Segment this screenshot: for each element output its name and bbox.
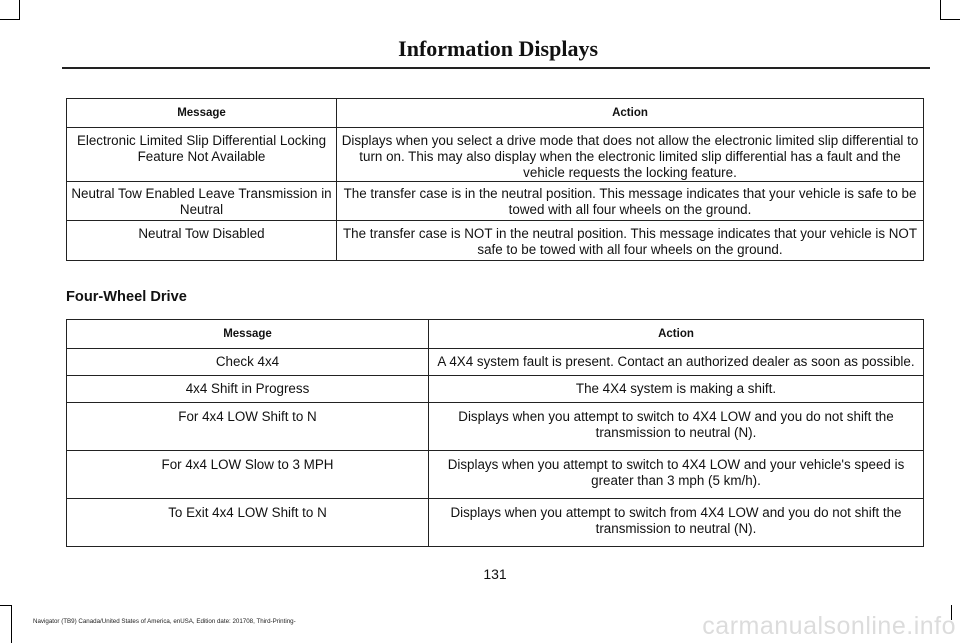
message-cell: For 4x4 LOW Slow to 3 MPH <box>67 451 429 499</box>
action-cell: Displays when you attempt to switch to 4X4 LOW and your vehicle's speed is greater than 3 mph (5 km/h). <box>429 451 924 499</box>
page-number: 131 <box>483 566 507 582</box>
page-title: Information Displays <box>398 36 598 61</box>
table-row <box>67 451 924 499</box>
column-header-action: Action <box>337 99 924 128</box>
messages-table-2 <box>66 319 924 547</box>
message-cell: Electronic Limited Slip Differential Locking Feature Not Available <box>67 128 337 182</box>
action-cell: Displays when you attempt to switch from 4X4 LOW and you do not shift the transmission to neutral (N). <box>429 499 924 547</box>
table-row <box>67 128 924 182</box>
message-cell: 4x4 Shift in Progress <box>67 376 429 403</box>
table-row <box>67 349 924 376</box>
table-row <box>67 376 924 403</box>
table-header-row <box>67 99 924 128</box>
action-cell: The 4X4 system is making a shift. <box>429 376 924 403</box>
crop-mark <box>19 0 20 20</box>
column-header-message: Message <box>67 320 429 349</box>
action-cell: The transfer case is in the neutral position. This message indicates that your vehicle is safe to be towed with all four wheels on the ground. <box>337 182 924 221</box>
message-cell: Neutral Tow Disabled <box>67 221 337 261</box>
table-row <box>67 221 924 261</box>
action-cell: Displays when you attempt to switch to 4X4 LOW and you do not shift the transmission to neutral (N). <box>429 403 924 451</box>
message-cell: Check 4x4 <box>67 349 429 376</box>
footer-text: Navigator (TB9) Canada/United States of America, enUSA, Edition date: 201708, Third-Printing- <box>33 618 296 625</box>
table-row <box>67 182 924 221</box>
table-row <box>67 403 924 451</box>
action-cell: A 4X4 system fault is present. Contact an authorized dealer as soon as possible. <box>429 349 924 376</box>
column-header-message: Message <box>67 99 337 128</box>
crop-mark <box>940 0 941 20</box>
table-header-row <box>67 320 924 349</box>
column-header-action: Action <box>429 320 924 349</box>
message-cell: For 4x4 LOW Shift to N <box>67 403 429 451</box>
message-cell: Neutral Tow Enabled Leave Transmission in Neutral <box>67 182 337 221</box>
message-cell: To Exit 4x4 LOW Shift to N <box>67 499 429 547</box>
crop-mark <box>940 19 960 20</box>
header-rule <box>62 67 930 69</box>
watermark: carmanualsonline.info <box>702 612 956 640</box>
section-heading: Four-Wheel Drive <box>66 289 187 305</box>
messages-table-1 <box>66 98 924 261</box>
table-row <box>67 499 924 547</box>
action-cell: Displays when you select a drive mode that does not allow the electronic limited slip differential to turn on. This may also display when the electronic limited slip differential has a fault and the vehicle requests the locking feature. <box>337 128 924 182</box>
crop-mark <box>11 605 12 643</box>
crop-mark <box>0 19 20 20</box>
action-cell: The transfer case is NOT in the neutral position. This message indicates that your vehicle is NOT safe to be towed with all four wheels on the ground. <box>337 221 924 261</box>
